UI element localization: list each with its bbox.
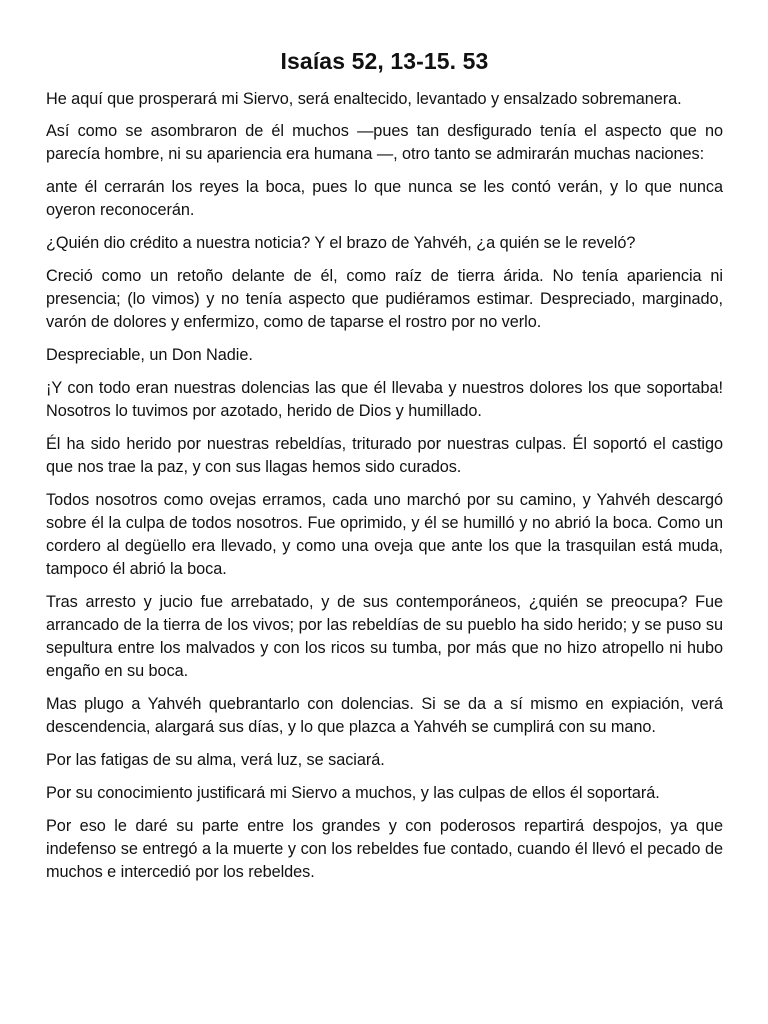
paragraph-11: Mas plugo a Yahvéh quebrantarlo con dolencias. Si se da a sí mismo en expiación, verá descendencia, alargará sus días, y lo que plazca a Yahvéh se cumplirá con su mano. bbox=[46, 695, 723, 736]
paragraph-13: Por su conocimiento justificará mi Siervo a muchos, y las culpas de ellos él soportará. bbox=[46, 784, 660, 802]
paragraph-14: Por eso le daré su parte entre los grandes y con poderosos repartirá despojos, ya que indefenso se entregó a la muerte y con los rebeldes fue contado, cuando él llevó el pecado de muchos e intercedió por los rebeldes. bbox=[46, 817, 723, 881]
document-page bbox=[46, 44, 723, 894]
paragraph-10: Tras arresto y jucio fue arrebatado, y de sus contemporáneos, ¿quién se preocupa? Fue arrancado de la tierra de los vivos; por las rebeldías de su pueblo ha sido herido; y se puso su sepultura entre los malvados y con los ricos su tumba, por más que no hizo atropello ni hubo engaño en su boca. bbox=[46, 593, 723, 680]
paragraph-6: Despreciable, un Don Nadie. bbox=[46, 346, 253, 364]
paragraph-12: Por las fatigas de su alma, verá luz, se saciará. bbox=[46, 751, 385, 769]
paragraph-7: ¡Y con todo eran nuestras dolencias las que él llevaba y nuestros dolores los que soportaba! Nosotros lo tuvimos por azotado, herido de Dios y humillado. bbox=[46, 379, 723, 420]
paragraph-2: Así como se asombraron de él muchos —pues tan desfigurado tenía el aspecto que no parecía hombre, ni su apariencia era humana —, otro tanto se admirarán muchas naciones: bbox=[46, 122, 723, 163]
paragraph-3: ante él cerrarán los reyes la boca, pues lo que nunca se les contó verán, y lo que nunca oyeron reconocerán. bbox=[46, 178, 723, 219]
paragraph-8: Él ha sido herido por nuestras rebeldías, triturado por nuestras culpas. Él soportó el castigo que nos trae la paz, y con sus llagas hemos sido curados. bbox=[46, 435, 723, 476]
paragraph-1: He aquí que prosperará mi Siervo, será enaltecido, levantado y ensalzado sobremanera. bbox=[46, 90, 682, 108]
paragraph-5: Creció como un retoño delante de él, como raíz de tierra árida. No tenía apariencia ni presencia; (lo vimos) y no tenía aspecto que pudiéramos estimar. Despreciado, marginado, varón de dolores y enfermizo, como de taparse el rostro por no verlo. bbox=[46, 267, 723, 331]
paragraph-9: Todos nosotros como ovejas erramos, cada uno marchó por su camino, y Yahvéh descargó sobre él la culpa de todos nosotros. Fue oprimido, y él se humilló y no abrió la boca. Como un cordero al degüello era llevado, y como una oveja que ante los que la trasquilan está muda, tampoco él abrió la boca. bbox=[46, 491, 723, 578]
document-title: Isaías 52, 13-15. 53 bbox=[280, 48, 489, 74]
paragraph-4: ¿Quién dio crédito a nuestra noticia? Y el brazo de Yahvéh, ¿a quién se le reveló? bbox=[46, 234, 636, 252]
